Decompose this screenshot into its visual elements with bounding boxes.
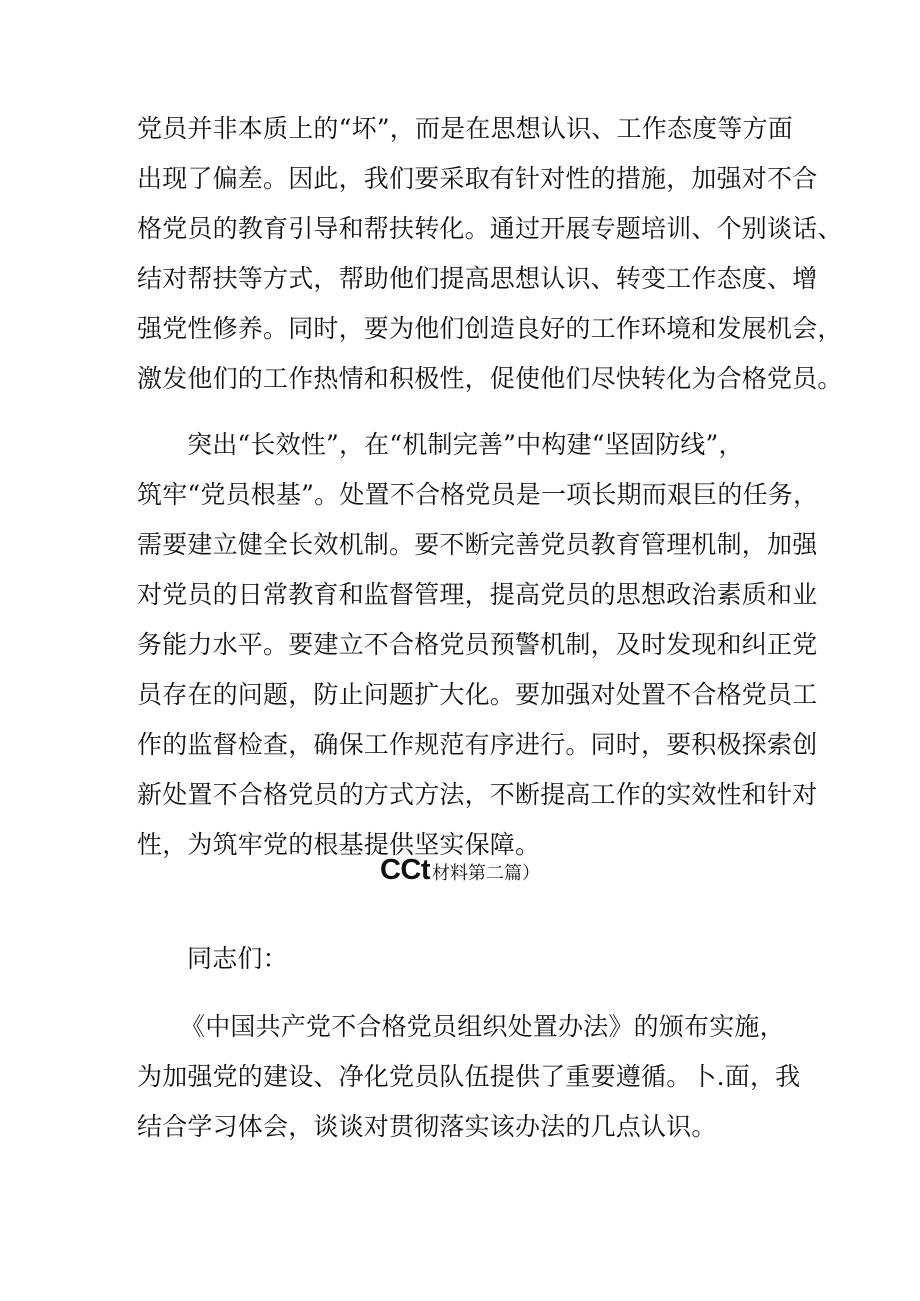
paragraph-3-line: 《中国共产党不合格党员组织处置办法》的颁布实施， (180, 1012, 785, 1041)
paragraph-2-line: 新处置不合格党员的方式方法，不断提高工作的实效性和针对 (137, 780, 818, 809)
paragraph-1-line: 激发他们的工作热情和积极性，促使他们尽快转化为合格党员。 (137, 364, 843, 393)
paragraph-1-line: 格党员的教育引导和帮扶转化。通过开展专题培训、个别谈话、 (137, 214, 843, 243)
paragraph-1-line: 结对帮扶等方式，帮助他们提高思想认识、转变工作态度、增 (137, 264, 818, 293)
paragraph-2-line: 筑牢“党员根基”。处置不合格党员是一项长期而艰巨的任务， (137, 480, 819, 509)
section-heading (0, 846, 920, 898)
paragraph-2-line: 突出“长效性”，在“机制完善”中构建“坚固防线”， (187, 430, 744, 459)
section-heading-prefix: CCt (379, 854, 431, 886)
paragraph-2-line: 员存在的问题，防止问题扩大化。要加强对处置不合格党员工 (137, 680, 818, 709)
paragraph-2-line: 作的监督检查，确保工作规范有序进行。同时，要积极探索创 (137, 730, 818, 759)
paragraph-2-line: 务能力水平。要建立不合格党员预警机制，及时发现和纠正党 (137, 630, 818, 659)
paragraph-2-line: 性，为筑牢党的根基提供坚实保障。 (137, 830, 541, 859)
paragraph-1-line: 强党性修养。同时，要为他们创造良好的工作环境和发展机会， (137, 314, 843, 343)
section-heading-suffix: 材料第二篇） (432, 863, 541, 884)
paragraph-3-line: 为加强党的建设、净化党员队伍提供了重要遵循。卜.面，我 (137, 1062, 801, 1091)
paragraph-2-line: 对党员的日常教育和监督管理，提高党员的思想政治素质和业 (137, 580, 818, 609)
paragraph-3-line: 结合学习体会，谈谈对贯彻落实该办法的几点认识。 (137, 1112, 717, 1141)
paragraph-1-line: 出现了偏差。因此，我们要采取有针对性的措施，加强对不合 (137, 164, 818, 193)
salutation: 同志们： (187, 944, 288, 973)
paragraph-2-line: 需要建立健全长效机制。要不断完善党员教育管理机制，加强 (137, 530, 818, 559)
paragraph-1-line: 党员并非本质上的“坏”，而是在思想认识、工作态度等方面 (137, 114, 793, 143)
